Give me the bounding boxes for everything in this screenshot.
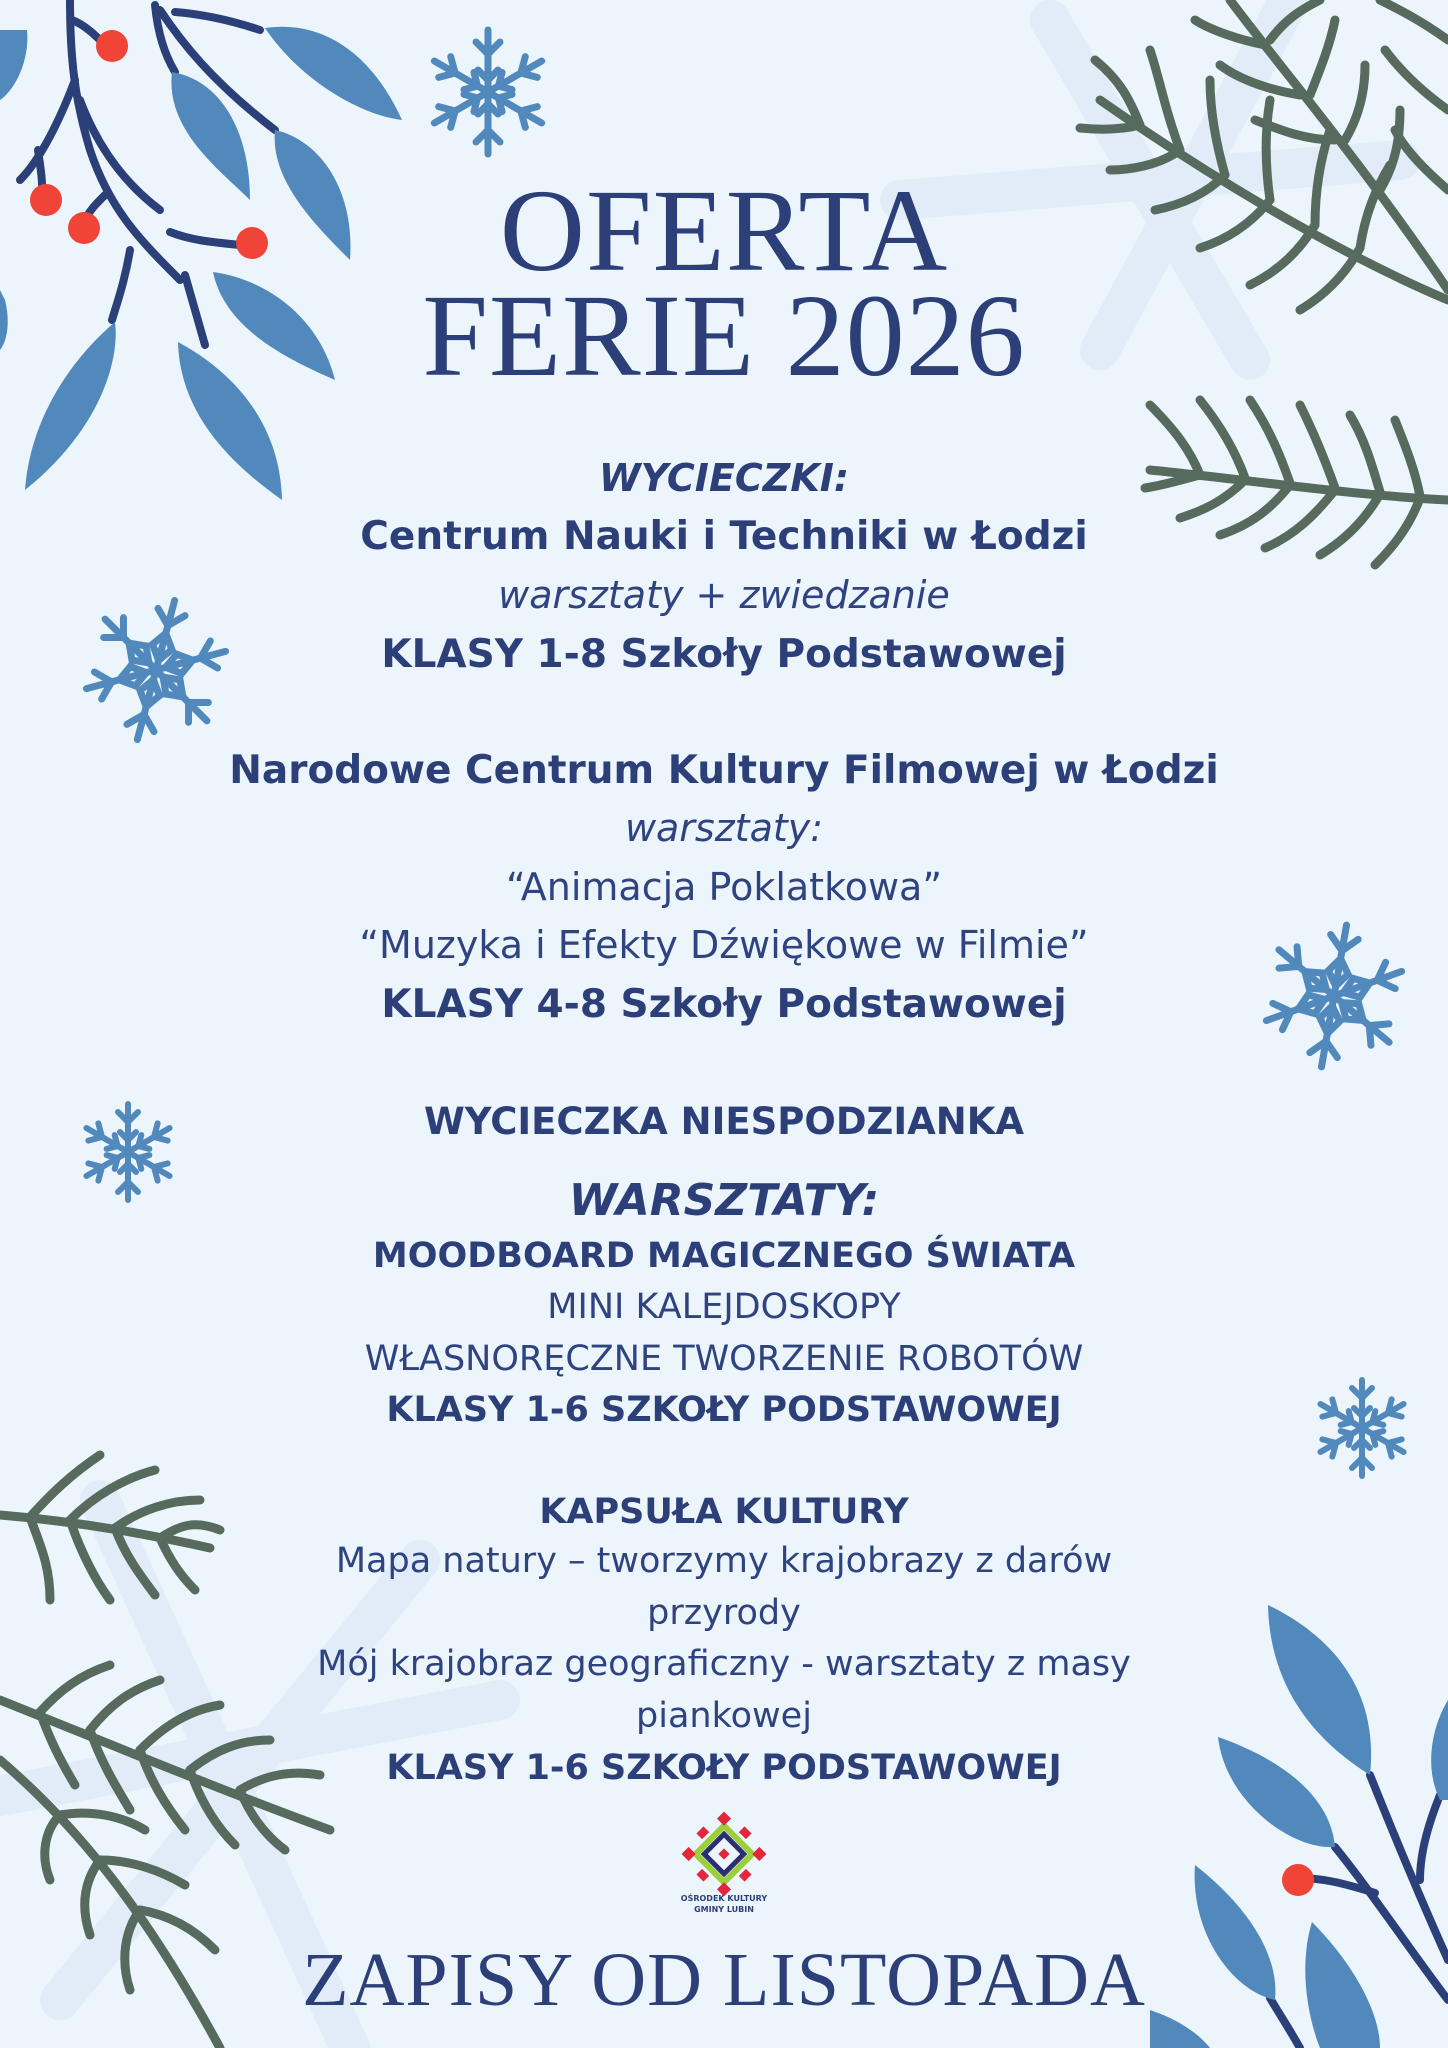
workshop-item-2: MINI KALEJDOSKOPY bbox=[547, 1287, 901, 1327]
surprise-trip: WYCIECZKA NIESPODZIANKA bbox=[423, 1100, 1025, 1143]
workshops-heading: WARSZTATY: bbox=[568, 1175, 880, 1226]
logo-caption-line1: OŚRODEK KULTURY bbox=[680, 1894, 768, 1903]
venue2-workshop1: “Animacja Poklatkowa” bbox=[505, 865, 943, 909]
logo-caption bbox=[640, 1893, 808, 1915]
culture-capsule-heading: KAPSUŁA KULTURY bbox=[539, 1492, 909, 1532]
venue1-activity: warsztaty + zwiedzanie bbox=[498, 573, 950, 617]
venue1-name: Centrum Nauki i Techniki w Łodzi bbox=[360, 514, 1088, 559]
workshop-item-1: MOODBOARD MAGICZNEGO ŚWIATA bbox=[372, 1236, 1076, 1276]
capsule-item2-line2: piankowej bbox=[636, 1696, 812, 1736]
poster-title-line1: OFERTA bbox=[499, 165, 949, 296]
venue2-name: Narodowe Centrum Kultury Filmowej w Łodzi bbox=[229, 748, 1219, 793]
venue2-workshop2: “Muzyka i Efekty Dźwiękowe w Filmie” bbox=[359, 923, 1089, 967]
poster-title-line2: FERIE 2026 bbox=[422, 270, 1026, 401]
trips-heading: WYCIECZKI: bbox=[598, 456, 850, 500]
workshops-audience: KLASY 1-6 SZKOŁY PODSTAWOWEJ bbox=[386, 1390, 1062, 1430]
venue2-audience: KLASY 4-8 Szkoły Podstawowej bbox=[381, 982, 1067, 1027]
venue2-activity: warsztaty: bbox=[624, 806, 824, 850]
registration-footer: ZAPISY OD LISTOPADA bbox=[302, 1938, 1146, 2022]
logo-caption-line2: GMINY LUBIN bbox=[694, 1905, 754, 1914]
workshop-item-3: WŁASNORĘCZNE TWORZENIE ROBOTÓW bbox=[364, 1339, 1084, 1379]
capsule-item1-line2: przyrody bbox=[647, 1593, 801, 1633]
capsule-item2-line1: Mój krajobraz geograficzny - warsztaty z masy bbox=[317, 1644, 1131, 1684]
venue1-audience: KLASY 1-8 Szkoły Podstawowej bbox=[381, 632, 1067, 677]
capsule-audience: KLASY 1-6 SZKOŁY PODSTAWOWEJ bbox=[386, 1748, 1062, 1788]
capsule-item1-line1: Mapa natury – tworzymy krajobrazy z darów bbox=[335, 1541, 1113, 1581]
